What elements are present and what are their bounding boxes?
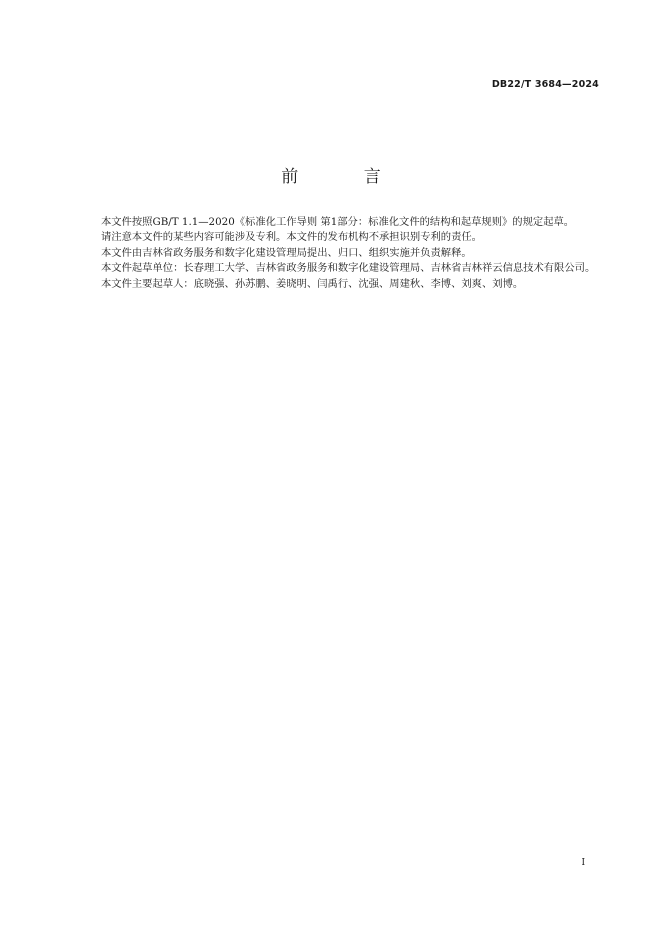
paragraph-standard-basis: 本文件按照GB/T 1.1—2020《标准化工作导则 第1部分：标准化文件的结构和起草规则》的规定起草。 (101, 216, 575, 228)
page-number: I (581, 858, 585, 868)
paragraph-drafters: 本文件主要起草人：底晓强、孙苏鹏、姜晓明、闫禹行、沈强、周建秋、李博、刘爽、刘博。 (101, 277, 524, 290)
paragraph-drafting-units: 本文件起草单位：长春理工大学、吉林省政务服务和数字化建设管理局、吉林省吉林祥云信息技术有限公司。 (101, 262, 596, 275)
page-title: 前 言 (281, 167, 411, 187)
paragraph-patent-notice: 请注意本文件的某些内容可能涉及专利。本文件的发布机构不承担识别专利的责任。 (101, 231, 482, 244)
document-code: DB22/T 3684—2024 (491, 79, 599, 90)
paragraph-proposer: 本文件由吉林省政务服务和数字化建设管理局提出、归口、组织实施并负责解释。 (101, 246, 472, 259)
foreword-body (80, 215, 600, 292)
